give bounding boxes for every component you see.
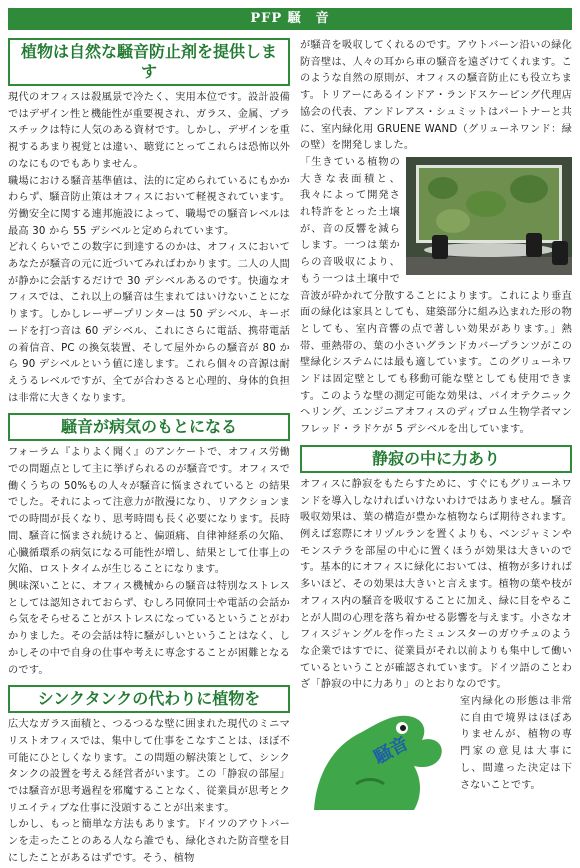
frog-mascot-icon xyxy=(304,706,454,812)
mascot-label: 騒音 xyxy=(370,732,413,769)
paragraph: 「生きている植物の大きな表面積と、我々によって開発され特許をとった土壌が、音の反響を減らします。一つは葉からの音吸収により、もう一つは土壌中で音波が砕かれて分散することによります。これにより垂直面の緑化は家具としても、建築部分に組み込まれた形の物としても、室内音響の点で著しい効果があります。」熱帯、亜熱帯の、葉の小さいグランドカバープランツがこの壁緑化システムには最も適しています。このグリューネワンドは固定壁としても移動可能な壁としても使用できます。このような壁の測定可能な効果は、バイオテクニックヘリング、エンジニアオフィスのディプロム生物学者マンフレッド・ラドケが 5 デシベルを出しています。 xyxy=(300,156,572,436)
section-heading-illness: 騒音が病気のもとになる xyxy=(8,413,290,441)
paragraph: 広大なガラス面積と、つるつるな壁に囲まれた現代のミニマリストオフィスでは、集中して仕事をこなすことは、ほぼ不可能にひとしくなります。この問題の解決策として、シンクタンクの設置を考える経営者がいます。この「静寂の部屋」では騒音が思考過程を邪魔することなく、従業員が思考とクリエイティブな仕事に没頭することが出来ます。 xyxy=(8,719,290,814)
paragraph: が騒音を吸収してくれるのです。アウトバーン沿いの緑化防音壁は、人々の耳から車の騒音を遠ざけてくれます。このような自然の原則が、オフィスの騒音防止にも役立ちます。トリアーにあるインドア・ランドスケーピング代理店協会の代表、アンドレアス・シュミットはパートナーと共に、室内緑化用 GRUENE WAND（グリューネワンド：緑の壁）を開発しました。 xyxy=(300,40,572,152)
office-green-wall-photo xyxy=(406,157,572,275)
figure-wrap xyxy=(300,155,572,439)
chair-icon xyxy=(432,235,448,259)
paragraph: オフィスに静寂をもたらすために、すぐにもグリューネワンドを導入しなければいけないわけではありません。騒音吸収効果は、葉の構造が豊かな植物ならば期待されます。例えば窓際にオリヅルランを置くよりも、ベンジャミンやモンステラを部屋の中心に置くほうが効果は大きいのです。基本的にオフィスに緑化においては、植物が多ければ多いほど、その効果は大きいと言えます。植物の葉や枝がオフィス内の騒音を吸収することに加え、緑に目をやることが人間の心理を落ち着かせる影響を与えます。小さなオフィスジャングルを作ったミュンスターのガウチュのような企業ではすでに、従業員がそれ以前よりも集中して働いているということが確認されています。ドイツ語のことわざ「静寂の中に力あり」のとおりなのです。 xyxy=(300,478,572,691)
foliage-icon xyxy=(428,177,458,199)
paragraph: どれくらいでこの数字に到達するのかは、オフィスにおいてあなたが騒音の元に近づいてみればわかります。二人の人間が静かに会話するだけで 30 デシベルあるのです。快適なオフィスでは、これ以上の騒音は生まれてはいけないことになります。しかしレーザープリンターは 50 デシベル、キーボードを打つ音は 60 デシベル、これにさらに電話、携帯電話の着信音、PC の換気装置、そして屋外からの騒音が 80 から 90 デシベルという値に達します。これら個々の音源は耐えうるレベルですが、全てが合わさると心理的、身体的負担は非常に大きくなります。 xyxy=(8,242,290,404)
section-heading-silence: 静寂の中に力あり xyxy=(300,445,572,473)
section-heading-plants: 植物は自然な騒音防止剤を提供します xyxy=(8,38,290,86)
section-heading-think-tank: シンクタンクの代わりに植物を xyxy=(8,685,290,713)
chair-icon xyxy=(526,233,542,257)
paragraph: フォーラム『よりよく聞く』のアンケートで、オフィス労働での問題点として主に挙げられるのが騒音です。オフィスで働くうちの 50%もの人々が騒音に悩まされていると の結果でした。それによって注意力が散漫になり、リアクションまでの時間が長くなり、思考時間も長く必要になります。長時間、騒音に悩まされ続けると、偏頭痛、自律神経系の欠陥、心臓循環系の病気になる可能性が増し、結果として仕事上の欠陥、ロストタイムが生じることになります。 xyxy=(8,447,290,576)
paragraph: 職場における騒音基準値は、法的に定められているにもかかわらず、騒音防止策はオフィスにおいて軽視されています。労働安全に関する連邦施設によって、職場での騒音レベルは最高 30 から 55 デシベルと定められています。 xyxy=(8,175,290,237)
paragraph: 現代のオフィスは殺風景で冷たく、実用本位です。設計設備ではデザイン性と機能性が重要視され、ガラス、金属、プラスチックは特に人気のある資材です。しかし、デザインを重視するあまり視覚とは違い、聴覚にとってこれらは恐怖以外のなにものでもありません。 xyxy=(8,92,290,170)
floor xyxy=(406,257,572,275)
foliage-icon xyxy=(510,175,548,203)
paragraph: 興味深いことに、オフィス機械からの騒音は特別なストレスとしては認知されておらず、むしろ同僚同士や電話の会話から気をそらせることがストレスになっているということがわかりました。その会話は特に騒がしいということはなく、しかしその中で自身の仕事や考えに専念することが困難となるのです。 xyxy=(8,580,290,676)
right-column xyxy=(300,38,572,814)
page-banner: PFP 騒 音 xyxy=(8,8,572,30)
paragraph: しかし、もっと簡単な方法もあります。ドイツのアウトバーンを走ったことのある人なら誰でも、緑化された防音壁を目にしたことがあるはずです。そう、植物 xyxy=(8,819,290,864)
foliage-icon xyxy=(466,191,506,217)
chair-icon xyxy=(552,241,568,265)
paragraph: 室内緑化の形態は非常に自由で境界はほぼありませんが、植物の専門家の意見は大事にし、間違った決定は下さないことです。 xyxy=(460,696,572,791)
left-column xyxy=(8,38,290,868)
mascot-area xyxy=(300,694,572,814)
foliage-icon xyxy=(436,209,470,233)
